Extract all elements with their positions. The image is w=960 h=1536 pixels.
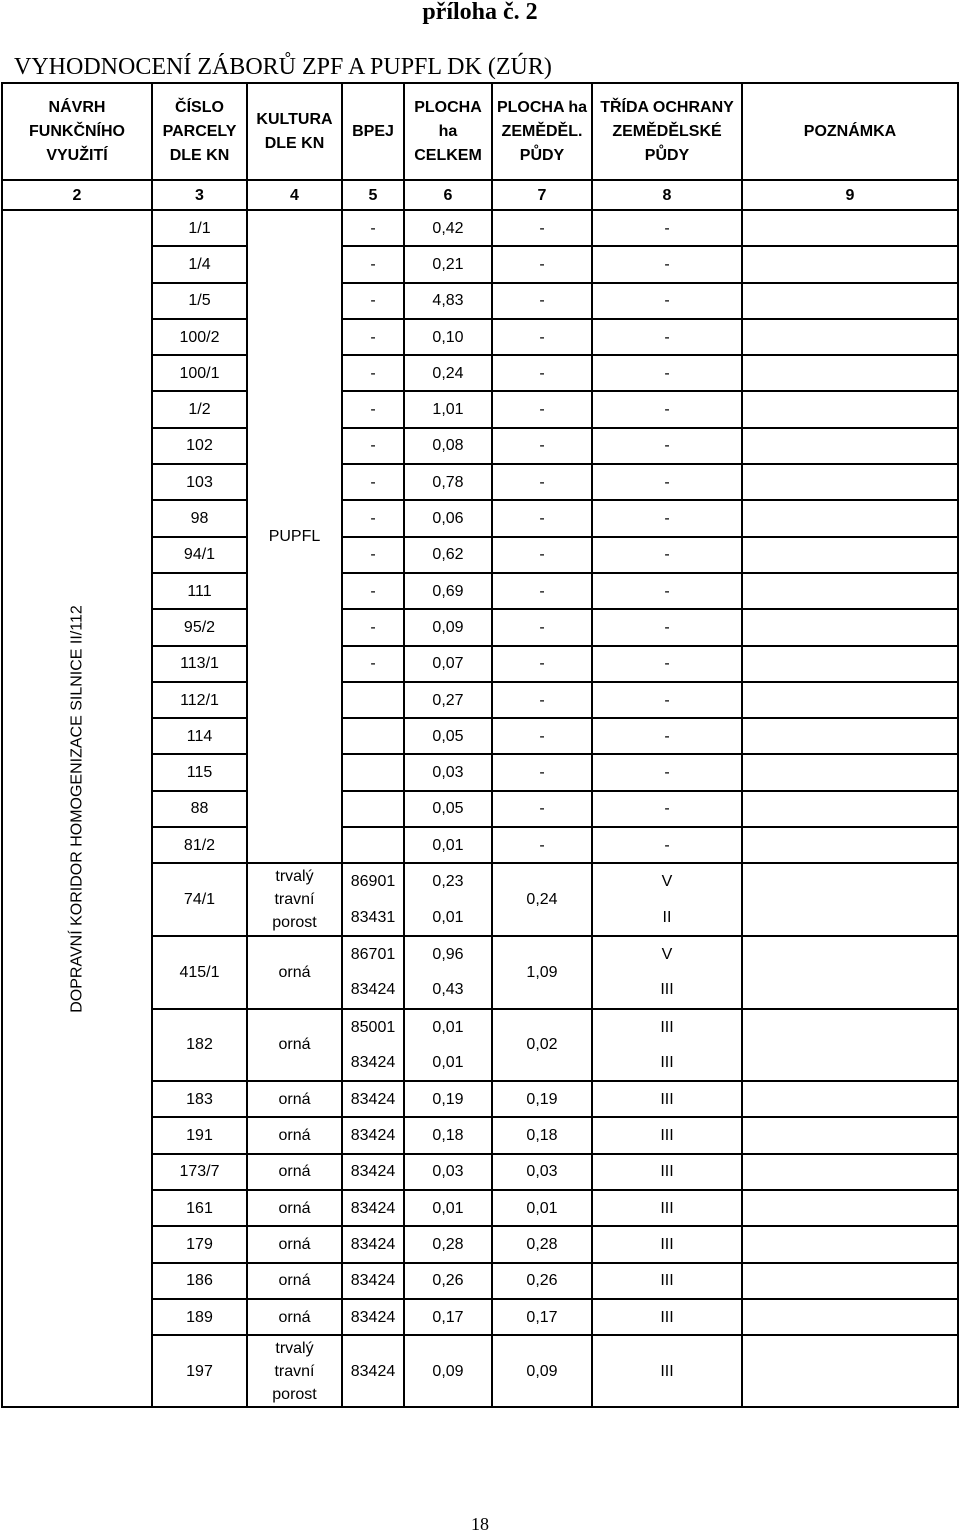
document-title: VYHODNOCENÍ ZÁBORŮ ZPF A PUPFL DK (ZÚR) bbox=[14, 54, 552, 80]
culture-word: orná bbox=[278, 1199, 311, 1217]
protection-class-cell: III bbox=[592, 1226, 742, 1262]
note-cell bbox=[742, 754, 958, 790]
parcel-cell: 191 bbox=[152, 1117, 247, 1153]
parcel-cell: 182 bbox=[152, 1009, 247, 1082]
header-culture: KULTURA DLE KN bbox=[247, 83, 342, 180]
column-number: 3 bbox=[152, 180, 247, 210]
area-total-cell: 0,17 bbox=[404, 1299, 492, 1335]
parcel-cell: 183 bbox=[152, 1081, 247, 1117]
bpej-cell bbox=[342, 682, 404, 718]
protection-class-cell: III bbox=[592, 1190, 742, 1226]
area-agri-cell: - bbox=[492, 319, 592, 355]
note-cell bbox=[742, 283, 958, 319]
area-agri-cell: - bbox=[492, 355, 592, 391]
area-total-cell: 0,01 bbox=[404, 1190, 492, 1226]
header-area-agri: PLOCHA ha ZEMĚDĚL. PŮDY bbox=[492, 83, 592, 180]
note-cell bbox=[742, 1009, 958, 1082]
culture-word: orná bbox=[278, 1127, 311, 1145]
parcel-cell: 112/1 bbox=[152, 682, 247, 718]
function-label: DOPRAVNÍ KORIDOR HOMOGENIZACE SILNICE II/112 bbox=[68, 604, 86, 1013]
bpej-cell bbox=[342, 718, 404, 754]
bpej-cell: - bbox=[342, 646, 404, 682]
protection-class-cell: - bbox=[592, 537, 742, 573]
column-number: 7 bbox=[492, 180, 592, 210]
note-cell bbox=[742, 1226, 958, 1262]
culture-cell bbox=[247, 1190, 342, 1226]
protection-class-cell: - bbox=[592, 464, 742, 500]
protection-class-cell: III bbox=[592, 972, 742, 1008]
area-agri-cell: 0,03 bbox=[492, 1154, 592, 1190]
note-cell bbox=[742, 210, 958, 246]
area-total-cell: 0,05 bbox=[404, 718, 492, 754]
protection-class-cell: - bbox=[592, 428, 742, 464]
culture-cell bbox=[247, 936, 342, 1009]
culture-word: travní bbox=[274, 891, 315, 909]
area-agri-cell: 0,01 bbox=[492, 1190, 592, 1226]
protection-class-cell: - bbox=[592, 646, 742, 682]
area-total-cell: 0,09 bbox=[404, 1335, 492, 1407]
header-row bbox=[2, 83, 958, 180]
area-agri-cell: - bbox=[492, 537, 592, 573]
area-agri-cell: - bbox=[492, 646, 592, 682]
note-cell bbox=[742, 319, 958, 355]
bpej-cell bbox=[342, 827, 404, 863]
bpej-cell: 83424 bbox=[342, 1190, 404, 1226]
area-agri-cell: - bbox=[492, 246, 592, 282]
protection-class-cell: - bbox=[592, 609, 742, 645]
bpej-cell: - bbox=[342, 464, 404, 500]
bpej-cell: 86701 bbox=[342, 936, 404, 972]
parcel-cell: 1/2 bbox=[152, 391, 247, 427]
protection-class-cell: - bbox=[592, 682, 742, 718]
header-note: POZNÁMKA bbox=[742, 83, 958, 180]
area-total-cell: 0,18 bbox=[404, 1117, 492, 1153]
parcel-cell: 100/1 bbox=[152, 355, 247, 391]
protection-class-cell: III bbox=[592, 1335, 742, 1407]
note-cell bbox=[742, 863, 958, 936]
note-cell bbox=[742, 537, 958, 573]
area-total-cell: 1,01 bbox=[404, 391, 492, 427]
bpej-cell: - bbox=[342, 573, 404, 609]
bpej-cell: 83424 bbox=[342, 1335, 404, 1407]
parcel-cell: 74/1 bbox=[152, 863, 247, 936]
bpej-cell: 85001 bbox=[342, 1009, 404, 1045]
protection-class-cell: V bbox=[592, 863, 742, 899]
note-cell bbox=[742, 391, 958, 427]
protection-class-cell: III bbox=[592, 1154, 742, 1190]
land-take-table bbox=[1, 82, 959, 1408]
protection-class-cell: III bbox=[592, 1045, 742, 1081]
column-number: 2 bbox=[2, 180, 152, 210]
header-bpej: BPEJ bbox=[342, 83, 404, 180]
area-agri-cell: 1,09 bbox=[492, 936, 592, 1009]
culture-word: orná bbox=[278, 1235, 311, 1253]
protection-class-cell: III bbox=[592, 1081, 742, 1117]
parcel-cell: 189 bbox=[152, 1299, 247, 1335]
parcel-cell: 113/1 bbox=[152, 646, 247, 682]
area-total-cell: 0,05 bbox=[404, 791, 492, 827]
protection-class-cell: - bbox=[592, 246, 742, 282]
note-cell bbox=[742, 609, 958, 645]
area-total-cell: 0,06 bbox=[404, 500, 492, 536]
culture-cell bbox=[247, 1299, 342, 1335]
parcel-cell: 1/5 bbox=[152, 283, 247, 319]
area-agri-cell: - bbox=[492, 464, 592, 500]
column-number: 5 bbox=[342, 180, 404, 210]
note-cell bbox=[742, 355, 958, 391]
area-total-cell: 0,69 bbox=[404, 573, 492, 609]
culture-word: orná bbox=[278, 1036, 311, 1054]
culture-cell bbox=[247, 1081, 342, 1117]
area-total-cell: 0,21 bbox=[404, 246, 492, 282]
note-cell bbox=[742, 646, 958, 682]
bpej-cell: - bbox=[342, 500, 404, 536]
parcel-cell: 115 bbox=[152, 754, 247, 790]
area-total-cell: 0,96 bbox=[404, 936, 492, 972]
area-total-cell: 0,07 bbox=[404, 646, 492, 682]
area-agri-cell: 0,19 bbox=[492, 1081, 592, 1117]
area-total-cell: 0,24 bbox=[404, 355, 492, 391]
protection-class-cell: V bbox=[592, 936, 742, 972]
protection-class-cell: - bbox=[592, 573, 742, 609]
column-number: 8 bbox=[592, 180, 742, 210]
parcel-cell: 94/1 bbox=[152, 537, 247, 573]
protection-class-cell: - bbox=[592, 791, 742, 827]
parcel-cell: 1/4 bbox=[152, 246, 247, 282]
area-agri-cell: 0,28 bbox=[492, 1226, 592, 1262]
culture-word: travní bbox=[274, 1362, 315, 1380]
area-total-cell: 0,62 bbox=[404, 537, 492, 573]
protection-class-cell: III bbox=[592, 1009, 742, 1045]
annex-label: příloha č. 2 bbox=[422, 0, 538, 25]
protection-class-cell: - bbox=[592, 391, 742, 427]
parcel-cell: 415/1 bbox=[152, 936, 247, 1009]
bpej-cell: 83431 bbox=[342, 900, 404, 936]
culture-cell bbox=[247, 1335, 342, 1407]
parcel-cell: 102 bbox=[152, 428, 247, 464]
area-agri-cell: - bbox=[492, 210, 592, 246]
area-agri-cell: - bbox=[492, 609, 592, 645]
parcel-cell: 88 bbox=[152, 791, 247, 827]
note-cell bbox=[742, 464, 958, 500]
note-cell bbox=[742, 428, 958, 464]
bpej-cell: 83424 bbox=[342, 1117, 404, 1153]
culture-cell bbox=[247, 1263, 342, 1299]
culture-cell bbox=[247, 1117, 342, 1153]
area-total-cell: 0,78 bbox=[404, 464, 492, 500]
culture-word: orná bbox=[278, 963, 311, 981]
protection-class-cell: - bbox=[592, 754, 742, 790]
note-cell bbox=[742, 573, 958, 609]
culture-word: trvalý bbox=[275, 868, 314, 886]
protection-class-cell: III bbox=[592, 1299, 742, 1335]
protection-class-cell: II bbox=[592, 900, 742, 936]
bpej-cell: - bbox=[342, 283, 404, 319]
protection-class-cell: - bbox=[592, 355, 742, 391]
culture-word: orná bbox=[278, 1308, 311, 1326]
area-agri-cell: - bbox=[492, 754, 592, 790]
header-parcel: ČÍSLO PARCELY DLE KN bbox=[152, 83, 247, 180]
area-total-cell: 0,42 bbox=[404, 210, 492, 246]
note-cell bbox=[742, 246, 958, 282]
area-total-cell: 0,26 bbox=[404, 1263, 492, 1299]
area-total-cell: 0,01 bbox=[404, 1009, 492, 1045]
bpej-cell: - bbox=[342, 391, 404, 427]
culture-word: trvalý bbox=[275, 1339, 314, 1357]
area-total-cell: 0,28 bbox=[404, 1226, 492, 1262]
area-total-cell: 0,03 bbox=[404, 754, 492, 790]
culture-word: porost bbox=[272, 1385, 317, 1403]
note-cell bbox=[742, 1299, 958, 1335]
protection-class-cell: - bbox=[592, 210, 742, 246]
parcel-cell: 173/7 bbox=[152, 1154, 247, 1190]
note-cell bbox=[742, 1335, 958, 1407]
bpej-cell: - bbox=[342, 537, 404, 573]
parcel-cell: 179 bbox=[152, 1226, 247, 1262]
area-agri-cell: 0,09 bbox=[492, 1335, 592, 1407]
column-number: 4 bbox=[247, 180, 342, 210]
column-number: 9 bbox=[742, 180, 958, 210]
bpej-cell: 83424 bbox=[342, 1299, 404, 1335]
protection-class-cell: - bbox=[592, 827, 742, 863]
culture-cell bbox=[247, 1226, 342, 1262]
parcel-cell: 95/2 bbox=[152, 609, 247, 645]
area-agri-cell: - bbox=[492, 283, 592, 319]
parcel-cell: 161 bbox=[152, 1190, 247, 1226]
area-total-cell: 0,43 bbox=[404, 972, 492, 1008]
note-cell bbox=[742, 500, 958, 536]
bpej-cell: 83424 bbox=[342, 972, 404, 1008]
table-row bbox=[2, 210, 958, 246]
note-cell bbox=[742, 827, 958, 863]
parcel-cell: 98 bbox=[152, 500, 247, 536]
bpej-cell: - bbox=[342, 210, 404, 246]
bpej-cell bbox=[342, 791, 404, 827]
note-cell bbox=[742, 1154, 958, 1190]
area-total-cell: 0,23 bbox=[404, 863, 492, 899]
area-agri-cell: - bbox=[492, 827, 592, 863]
bpej-cell: - bbox=[342, 319, 404, 355]
culture-word: orná bbox=[278, 1090, 311, 1108]
header-area-total: PLOCHA ha CELKEM bbox=[404, 83, 492, 180]
protection-class-cell: - bbox=[592, 283, 742, 319]
bpej-cell: - bbox=[342, 246, 404, 282]
parcel-cell: 81/2 bbox=[152, 827, 247, 863]
area-agri-cell: 0,18 bbox=[492, 1117, 592, 1153]
column-number: 6 bbox=[404, 180, 492, 210]
area-agri-cell: - bbox=[492, 718, 592, 754]
parcel-cell: 111 bbox=[152, 573, 247, 609]
area-total-cell: 0,03 bbox=[404, 1154, 492, 1190]
culture-word: porost bbox=[272, 914, 317, 932]
parcel-cell: 197 bbox=[152, 1335, 247, 1407]
column-number-row bbox=[2, 180, 958, 210]
note-cell bbox=[742, 1263, 958, 1299]
bpej-cell: - bbox=[342, 609, 404, 645]
protection-class-cell: III bbox=[592, 1117, 742, 1153]
parcel-cell: 186 bbox=[152, 1263, 247, 1299]
area-total-cell: 0,09 bbox=[404, 609, 492, 645]
culture-cell: PUPFL bbox=[247, 210, 342, 863]
area-agri-cell: 0,26 bbox=[492, 1263, 592, 1299]
parcel-cell: 1/1 bbox=[152, 210, 247, 246]
bpej-cell: 83424 bbox=[342, 1154, 404, 1190]
note-cell bbox=[742, 718, 958, 754]
bpej-cell: 86901 bbox=[342, 863, 404, 899]
bpej-cell: 83424 bbox=[342, 1226, 404, 1262]
note-cell bbox=[742, 1117, 958, 1153]
area-total-cell: 0,08 bbox=[404, 428, 492, 464]
note-cell bbox=[742, 791, 958, 827]
header-protection-class: TŘÍDA OCHRANY ZEMĚDĚLSKÉ PŮDY bbox=[592, 83, 742, 180]
area-agri-cell: - bbox=[492, 791, 592, 827]
note-cell bbox=[742, 936, 958, 1009]
note-cell bbox=[742, 1081, 958, 1117]
protection-class-cell: III bbox=[592, 1263, 742, 1299]
function-cell bbox=[2, 210, 152, 1407]
protection-class-cell: - bbox=[592, 500, 742, 536]
culture-word: orná bbox=[278, 1272, 311, 1290]
bpej-cell: 83424 bbox=[342, 1081, 404, 1117]
note-cell bbox=[742, 682, 958, 718]
parcel-cell: 103 bbox=[152, 464, 247, 500]
page-number: 18 bbox=[471, 1514, 489, 1534]
area-agri-cell: 0,24 bbox=[492, 863, 592, 936]
area-agri-cell: 0,17 bbox=[492, 1299, 592, 1335]
protection-class-cell: - bbox=[592, 319, 742, 355]
area-total-cell: 0,01 bbox=[404, 1045, 492, 1081]
culture-cell bbox=[247, 1154, 342, 1190]
bpej-cell: 83424 bbox=[342, 1045, 404, 1081]
area-total-cell: 0,01 bbox=[404, 827, 492, 863]
area-agri-cell: - bbox=[492, 428, 592, 464]
area-agri-cell: - bbox=[492, 682, 592, 718]
area-total-cell: 0,27 bbox=[404, 682, 492, 718]
area-agri-cell: - bbox=[492, 500, 592, 536]
culture-word: orná bbox=[278, 1163, 311, 1181]
area-agri-cell: 0,02 bbox=[492, 1009, 592, 1082]
area-total-cell: 0,19 bbox=[404, 1081, 492, 1117]
area-total-cell: 0,10 bbox=[404, 319, 492, 355]
protection-class-cell: - bbox=[592, 718, 742, 754]
area-total-cell: 0,01 bbox=[404, 900, 492, 936]
area-agri-cell: - bbox=[492, 391, 592, 427]
parcel-cell: 114 bbox=[152, 718, 247, 754]
area-total-cell: 4,83 bbox=[404, 283, 492, 319]
culture-cell bbox=[247, 863, 342, 936]
area-agri-cell: - bbox=[492, 573, 592, 609]
bpej-cell bbox=[342, 754, 404, 790]
bpej-cell: 83424 bbox=[342, 1263, 404, 1299]
note-cell bbox=[742, 1190, 958, 1226]
culture-cell bbox=[247, 1009, 342, 1082]
header-function: NÁVRH FUNKČNÍHO VYUŽITÍ bbox=[2, 83, 152, 180]
bpej-cell: - bbox=[342, 428, 404, 464]
bpej-cell: - bbox=[342, 355, 404, 391]
parcel-cell: 100/2 bbox=[152, 319, 247, 355]
